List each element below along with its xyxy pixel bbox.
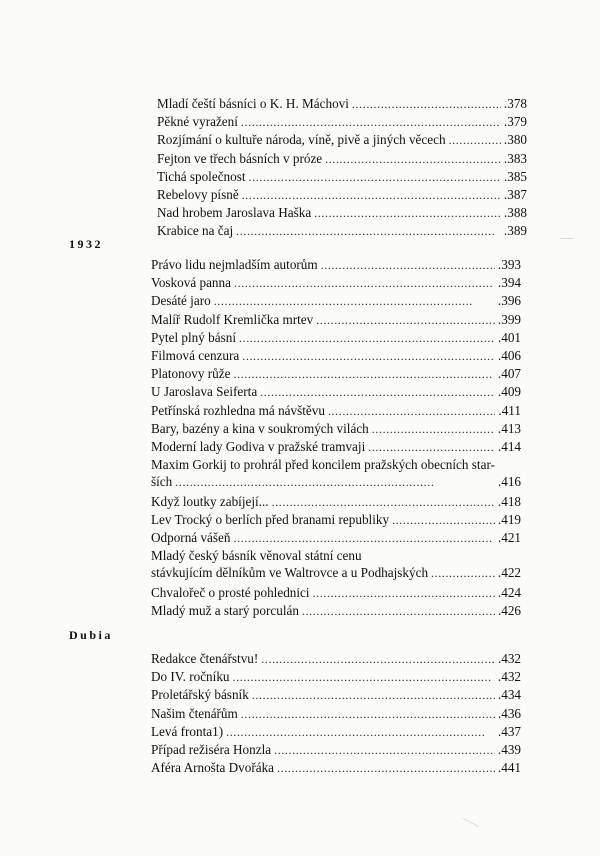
toc-entry bbox=[151, 256, 521, 274]
toc-entry-page: .389 bbox=[503, 223, 527, 239]
toc-entry-page: .409 bbox=[497, 384, 521, 400]
toc-entry-page: .426 bbox=[497, 602, 521, 618]
dot-leader bbox=[233, 366, 494, 383]
toc-entry-page: .419 bbox=[497, 511, 521, 527]
dot-leader bbox=[316, 312, 495, 329]
dot-leader bbox=[214, 293, 495, 310]
toc-entry bbox=[151, 493, 521, 511]
toc-entry-page: .439 bbox=[497, 742, 521, 757]
toc-entry-title: Lev Trocký o berlích před branami republiky bbox=[151, 511, 390, 527]
dot-leader bbox=[272, 494, 495, 511]
toc-entry-page: .383 bbox=[503, 150, 527, 166]
toc-entry-page: .399 bbox=[497, 311, 521, 327]
toc-entry-title-line1: Maxim Gorkij to prohrál před koncilem pražských obecních star- bbox=[151, 457, 495, 473]
toc-entry-title: Vosková panna bbox=[151, 275, 231, 291]
toc-entry bbox=[157, 222, 527, 240]
toc-entry-title: Bary, bazény a kina v soukromých vilách bbox=[151, 420, 369, 436]
toc-entry-title: Redakce čtenářstvu! bbox=[151, 651, 259, 666]
toc-entry-page: .393 bbox=[497, 257, 521, 272]
toc-entry-page: .406 bbox=[497, 348, 521, 363]
toc-entry bbox=[151, 602, 521, 620]
section-label: Dubia bbox=[69, 628, 113, 642]
toc-entry bbox=[151, 365, 521, 383]
dot-leader bbox=[313, 585, 495, 602]
toc-entry-title: Petřínská rozhledna má návštěvu bbox=[151, 402, 325, 418]
dot-leader bbox=[274, 742, 495, 759]
toc-entry-page: .385 bbox=[503, 168, 527, 184]
toc-entry bbox=[151, 511, 521, 529]
toc-entry-title: Když loutky zabíjejí... bbox=[151, 493, 269, 509]
toc-entry-title: Desáté jaro bbox=[151, 293, 211, 309]
toc-entry bbox=[151, 723, 521, 741]
toc-entry-page: .414 bbox=[497, 439, 521, 454]
dot-leader bbox=[431, 565, 495, 582]
dot-leader bbox=[233, 669, 495, 686]
toc-entry bbox=[151, 705, 521, 723]
toc-entry-title: Mladý muž a starý porculán bbox=[151, 602, 299, 618]
dot-leader bbox=[314, 205, 501, 222]
dot-leader bbox=[239, 330, 495, 347]
toc-entry bbox=[151, 274, 521, 292]
toc-entry bbox=[151, 329, 521, 347]
toc-entry-title: Chvalořeč o prosté pohlednici bbox=[151, 584, 310, 600]
dot-leader bbox=[242, 348, 495, 365]
toc-entry bbox=[151, 650, 521, 668]
dot-leader bbox=[175, 474, 495, 491]
toc-entry-page: .378 bbox=[503, 96, 527, 111]
toc-entry-title: Aféra Arnošta Dvořáka bbox=[151, 760, 275, 776]
dot-leader bbox=[226, 724, 495, 741]
toc-entry-page: .416 bbox=[497, 474, 521, 490]
toc-entry bbox=[151, 456, 521, 491]
toc-entry-title: Rozjímání o kultuře národa, víně, pivě a jiných věcech bbox=[157, 132, 446, 148]
toc-entry bbox=[151, 311, 521, 329]
dot-leader bbox=[233, 530, 494, 547]
toc-entry-title: Nad hrobem Jaroslava Haška bbox=[157, 205, 312, 221]
toc-entry-page: .441 bbox=[497, 760, 521, 776]
toc-entry-page: .387 bbox=[503, 187, 527, 202]
toc-entry-title: Odporná vášeň bbox=[151, 530, 231, 545]
toc-entry bbox=[151, 759, 521, 777]
dot-leader bbox=[277, 760, 495, 777]
toc-entry-page: .401 bbox=[497, 329, 521, 345]
toc-entry-title: U Jaroslava Seiferta bbox=[151, 384, 258, 400]
toc-entry bbox=[151, 438, 521, 456]
dot-leader bbox=[449, 132, 501, 149]
toc-entry-title: Filmová cenzura bbox=[151, 348, 240, 363]
toc-entry bbox=[157, 113, 527, 131]
toc-entry-page: .437 bbox=[497, 723, 521, 739]
toc-entry-title: Mladí čeští básníci o K. H. Máchovi bbox=[157, 96, 349, 111]
toc-entry bbox=[151, 547, 521, 582]
toc-entry-title: Fejton ve třech básních v próze bbox=[157, 150, 323, 166]
dot-leader bbox=[252, 687, 495, 704]
dot-leader bbox=[352, 96, 501, 113]
toc-entry bbox=[157, 168, 527, 186]
toc-entry-page: .388 bbox=[503, 205, 527, 221]
toc-entry bbox=[151, 584, 521, 602]
dot-leader bbox=[302, 603, 495, 620]
toc-entry-page: .418 bbox=[497, 493, 521, 509]
toc-entry bbox=[157, 131, 527, 149]
toc-entry-title: Rebelovy písně bbox=[157, 187, 239, 202]
toc-entry bbox=[151, 686, 521, 704]
toc-entry bbox=[151, 668, 521, 686]
dot-leader bbox=[241, 114, 501, 131]
dot-leader bbox=[242, 187, 501, 204]
toc-entry bbox=[157, 204, 527, 222]
scan-artifact bbox=[560, 238, 574, 239]
toc-entry-title: ších bbox=[151, 474, 173, 490]
toc-entry-title: Proletářský básník bbox=[151, 687, 249, 703]
toc-entry bbox=[151, 741, 521, 759]
toc-entry-title: stávkujícím dělníkům ve Waltrovce a u Podhajských bbox=[151, 565, 429, 581]
toc-entry-page: .379 bbox=[503, 114, 527, 130]
toc-entry-title: Malíř Rudolf Kremlička mrtev bbox=[151, 311, 314, 327]
dot-leader bbox=[325, 151, 501, 168]
toc-entry bbox=[151, 402, 521, 420]
toc-entry-page: .413 bbox=[497, 420, 521, 436]
dot-leader bbox=[321, 257, 495, 274]
toc-entry-page: .432 bbox=[497, 651, 521, 666]
toc-entry-page: .422 bbox=[497, 565, 521, 581]
dot-leader bbox=[261, 651, 495, 668]
toc-entry-title: Levá fronta1) bbox=[151, 723, 224, 739]
toc-entry-title: Krabice na čaj bbox=[157, 223, 234, 239]
dot-leader bbox=[236, 223, 501, 240]
toc-entry-title: Našim čtenářům bbox=[151, 705, 238, 721]
dot-leader bbox=[234, 275, 495, 292]
scan-artifact bbox=[463, 818, 479, 827]
toc-entry bbox=[151, 347, 521, 365]
toc-entry bbox=[151, 292, 521, 310]
dot-leader bbox=[368, 439, 495, 456]
toc-entry bbox=[151, 420, 521, 438]
toc-entry bbox=[157, 150, 527, 168]
toc-entry-page: .394 bbox=[497, 275, 521, 291]
toc-entry-title: Tichá společnost bbox=[157, 168, 246, 184]
toc-entry-title: Případ režiséra Honzla bbox=[151, 742, 272, 757]
dot-leader bbox=[249, 169, 501, 186]
toc-entry-title: Právo lidu nejmladším autorům bbox=[151, 257, 318, 272]
dot-leader bbox=[392, 512, 495, 529]
toc-entry-page: .396 bbox=[497, 293, 521, 309]
toc-entry-page: .407 bbox=[497, 366, 521, 382]
toc-entry bbox=[157, 186, 527, 204]
toc-entry-title-line1: Mladý český básník věnoval státní cenu bbox=[151, 548, 362, 564]
toc-entry-page: .432 bbox=[497, 669, 521, 685]
toc-entry bbox=[151, 529, 521, 547]
section-label: 1932 bbox=[69, 237, 103, 251]
toc-entry bbox=[151, 383, 521, 401]
toc-entry-page: .424 bbox=[497, 584, 521, 600]
toc-entry-page: .380 bbox=[503, 132, 527, 148]
toc-entry-title: Pytel plný básní bbox=[151, 329, 236, 345]
toc-entry-title: Pěkné vyražení bbox=[157, 114, 238, 130]
dot-leader bbox=[372, 421, 495, 438]
toc-entry-title: Platonovy růže bbox=[151, 366, 231, 382]
toc-entry-page: .436 bbox=[497, 705, 521, 721]
toc-entry-page: .411 bbox=[498, 402, 521, 418]
dot-leader bbox=[328, 403, 495, 420]
toc-entry bbox=[157, 95, 527, 113]
toc-entry-title: Moderní lady Godiva v pražské tramvaji bbox=[151, 439, 366, 454]
toc-entry-page: .434 bbox=[497, 687, 521, 703]
dot-leader bbox=[260, 384, 495, 401]
toc-entry-title: Do IV. ročníku bbox=[151, 669, 230, 685]
dot-leader bbox=[241, 706, 495, 723]
toc-entry-page: .421 bbox=[497, 530, 521, 545]
